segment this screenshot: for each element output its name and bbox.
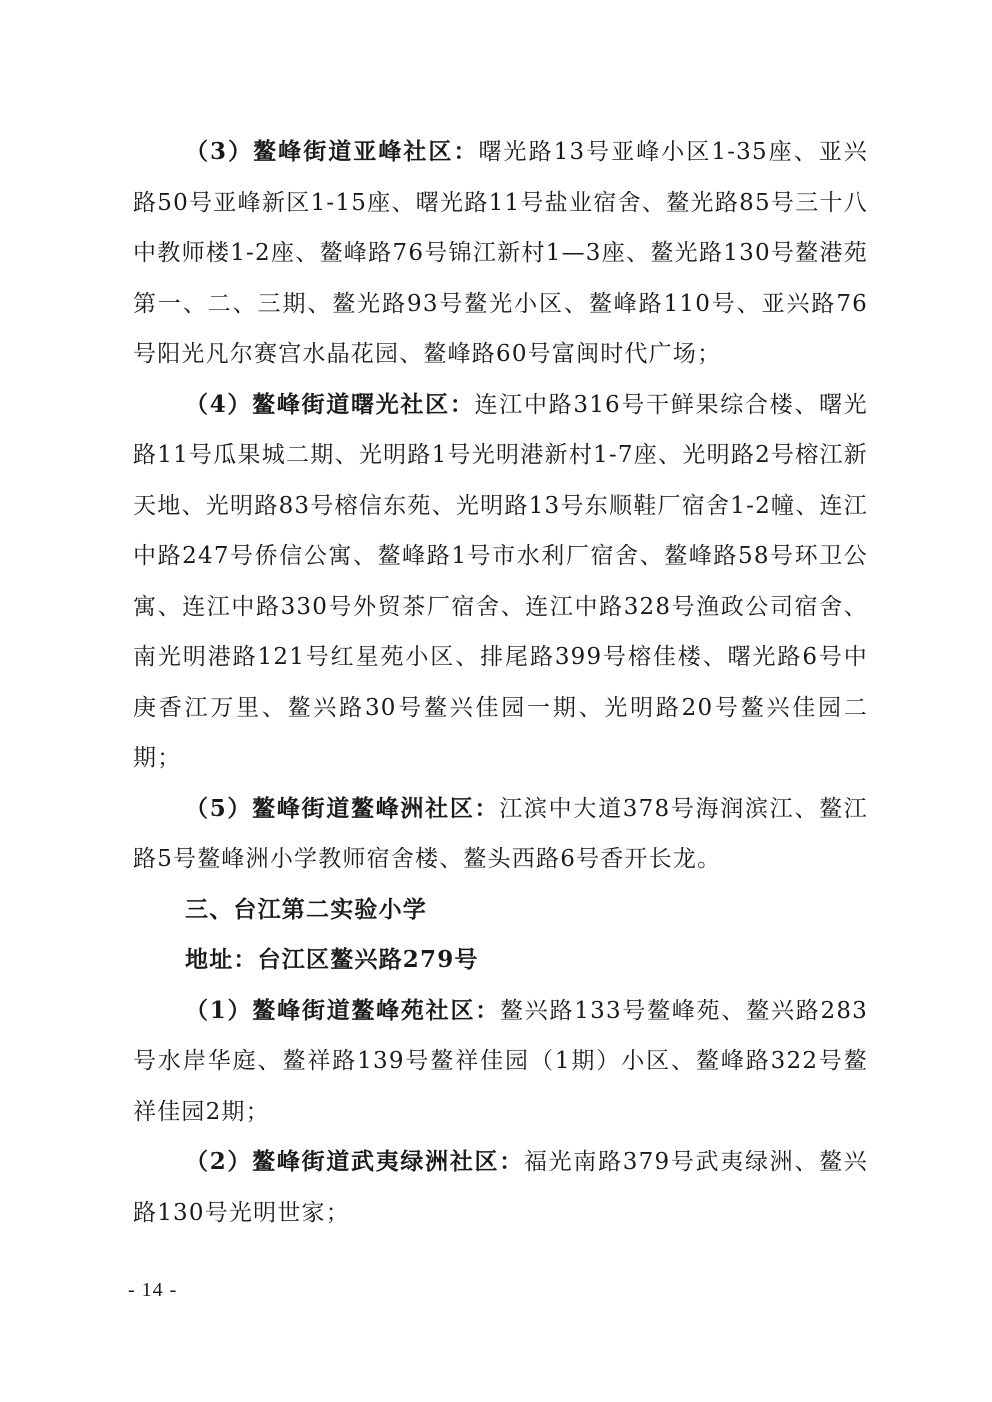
community-label: （1）鳌峰街道鳌峰苑社区：: [185, 996, 500, 1024]
community-addresses: 江滨中大道378号海润滨江、鳌江路5号鳌峰洲小学教师宿舍楼、鳌头西路6号香开长龙。: [133, 795, 868, 872]
community-addresses: 连江中路316号干鲜果综合楼、曙光路11号瓜果城二期、光明路1号光明港新村1-7座、光明路2号榕江新天地、光明路83号榕信东苑、光明路13号东顺鞋厂宿舍1-2幢、连江中路247号侨信公寓、鳌峰路1号市水利厂宿舍、鳌峰路58号环卫公寓、连江中路330号外贸茶厂宿舍、连江中路328号渔政公司宿舍、南光明港路121号红星苑小区、排尾路399号榕佳楼、曙光路6号中庚香江万里、鳌兴路30号鳌兴佳园一期、光明路20号鳌兴佳园二期；: [133, 391, 868, 771]
community-paragraph-wuyilvzhou: [133, 1137, 868, 1238]
page-number: - 14 -: [128, 1279, 178, 1301]
community-addresses: 曙光路13号亚峰小区1-35座、亚兴路50号亚峰新区1-15座、曙光路11号盐业宿舍、鳌光路85号三十八中教师楼1-2座、鳌峰路76号锦江新村1—3座、鳌光路130号鳌港苑第一、二、三期、鳌光路93号鳌光小区、鳌峰路110号、亚兴路76号阳光凡尔赛宫水晶花园、鳌峰路60号富闽时代广场；: [133, 139, 868, 367]
community-label: （3）鳌峰街道亚峰社区：: [185, 138, 479, 165]
community-label: （2）鳌峰街道武夷绿洲社区：: [185, 1148, 524, 1175]
document-body: [133, 127, 868, 1238]
community-paragraph-yafeng: [133, 127, 868, 380]
school-heading: 三、台江第二实验小学: [185, 895, 427, 923]
community-label: （4）鳌峰街道曙光社区：: [185, 390, 475, 418]
community-paragraph-aofengyuan: [133, 986, 868, 1138]
community-paragraph-aofengzhou: [133, 784, 868, 885]
community-paragraph-shuguang: [133, 380, 868, 784]
community-addresses: 鳌兴路133号鳌峰苑、鳌兴路283号水岸华庭、鳌祥路139号鳌祥佳园（1期）小区、鳌峰路322号鳌祥佳园2期；: [133, 997, 868, 1125]
community-addresses: 福光南路379号武夷绿洲、鳌兴路130号光明世家；: [133, 1149, 868, 1226]
school-address: 地址：台江区鳌兴路279号: [185, 946, 479, 973]
community-label: （5）鳌峰街道鳌峰洲社区：: [185, 794, 500, 822]
